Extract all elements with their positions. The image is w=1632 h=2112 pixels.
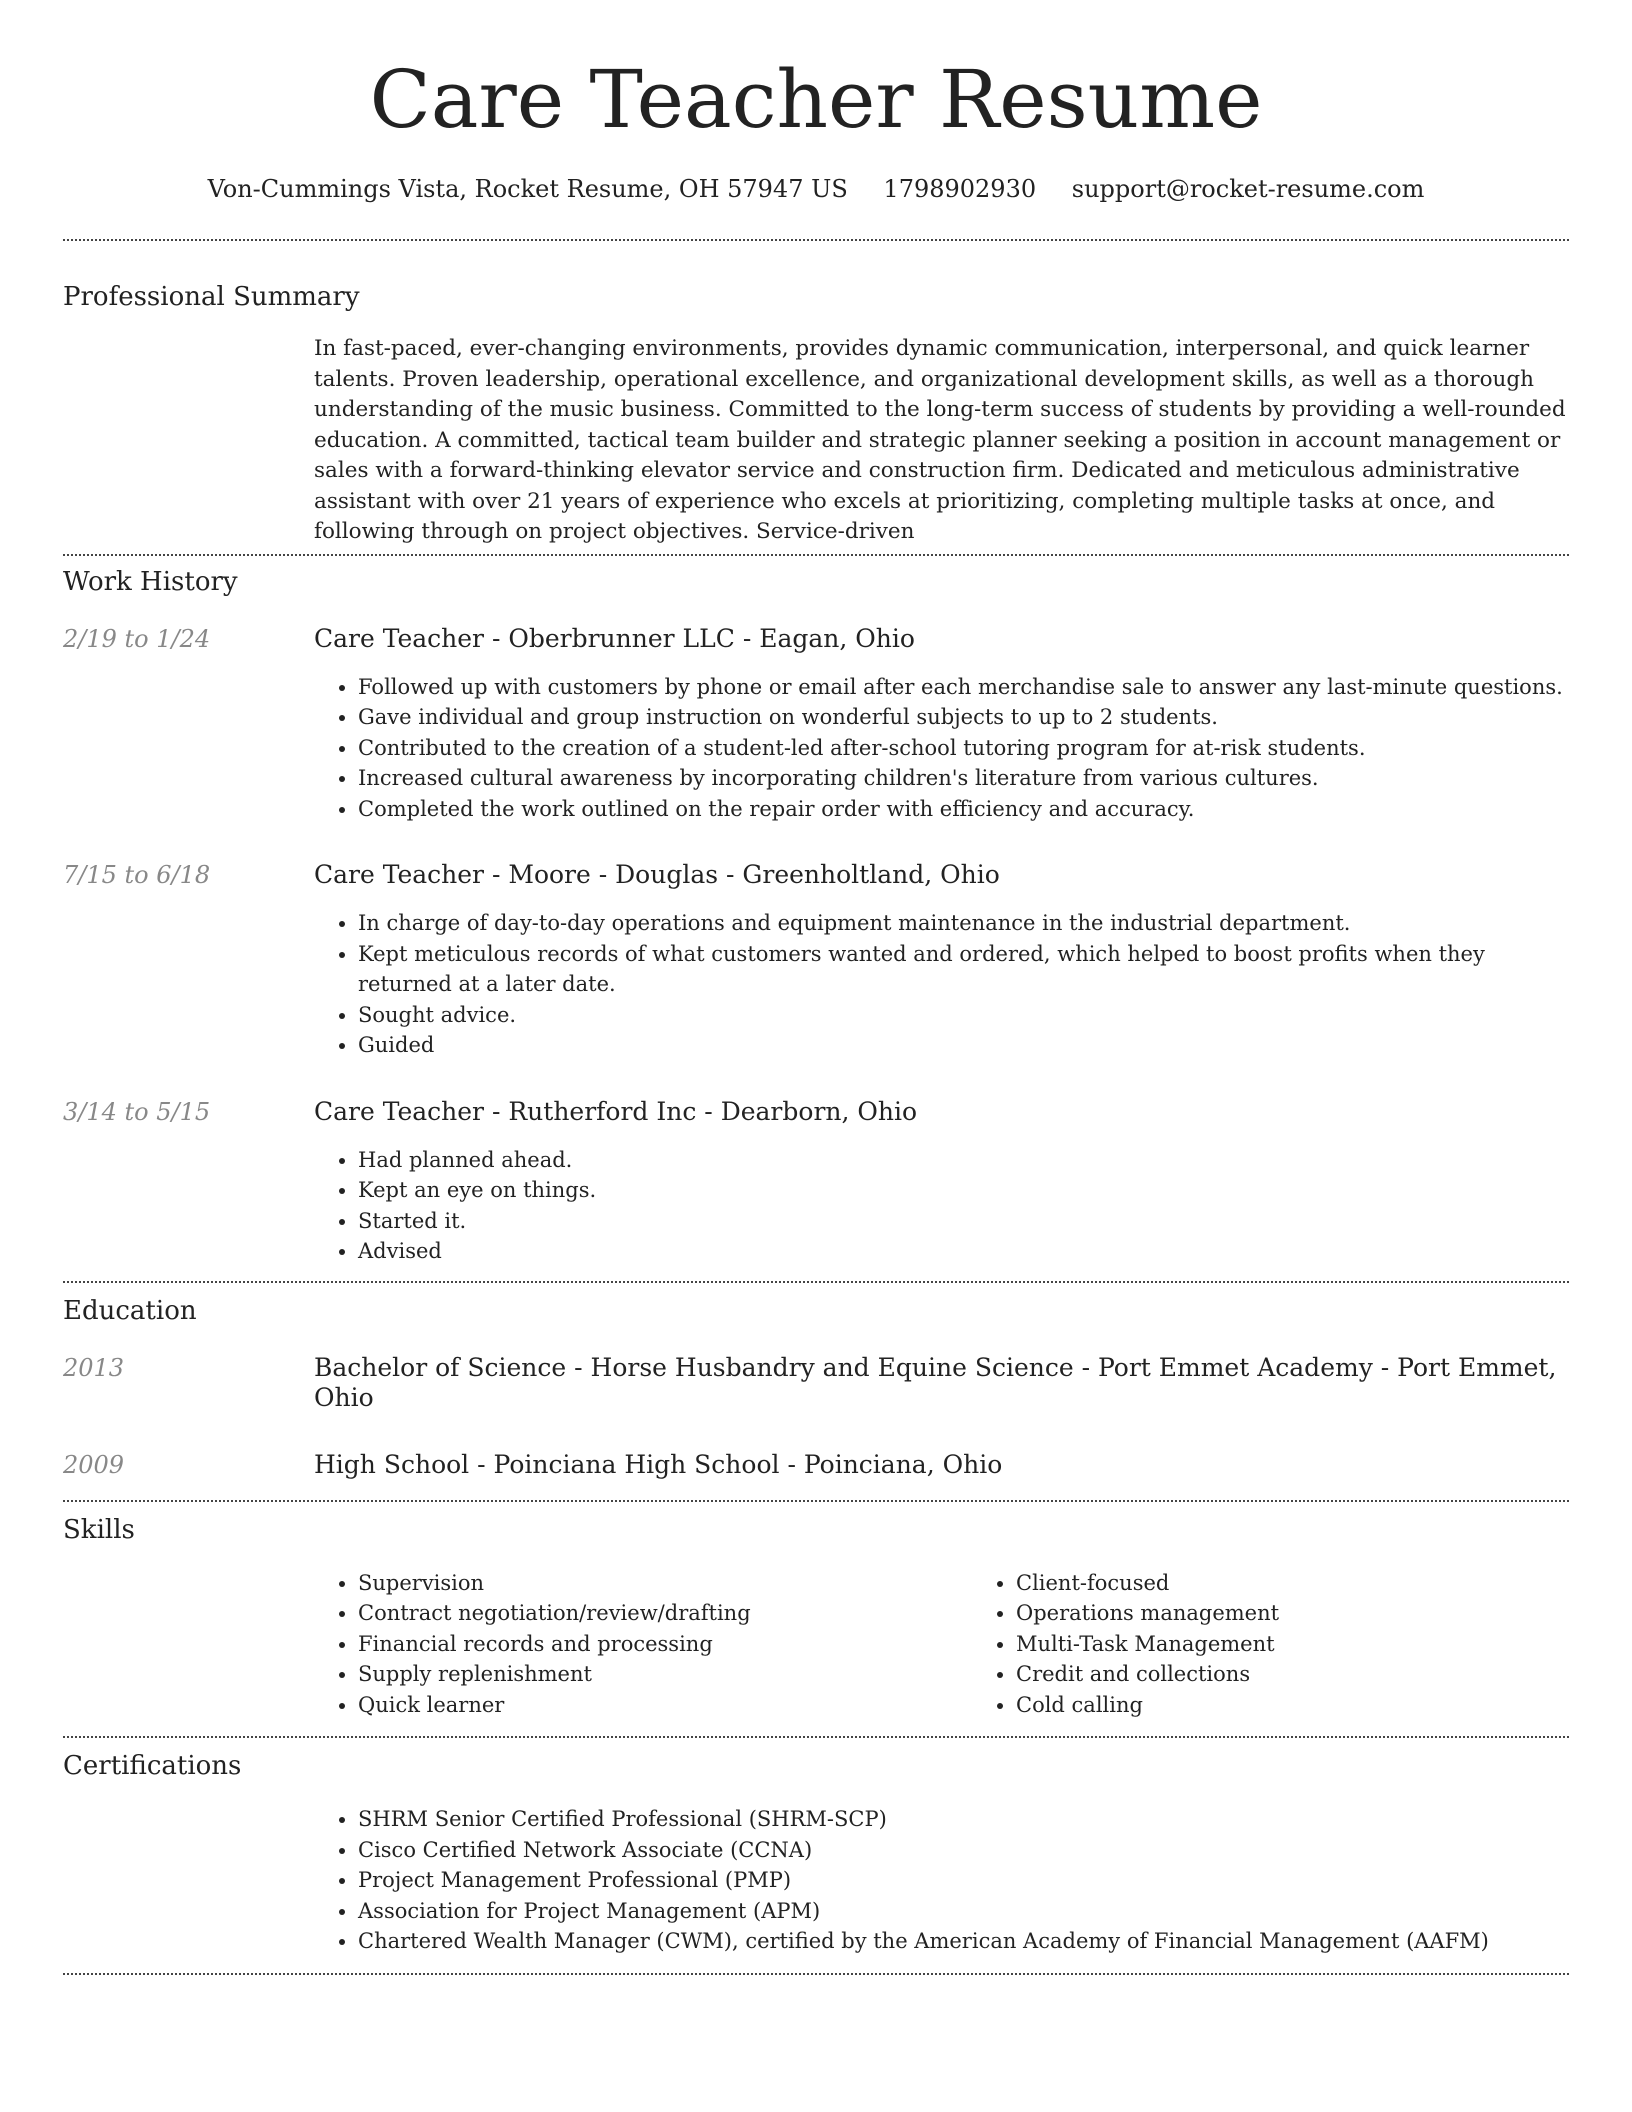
- list-item: • Supply replenishment: [358, 1659, 972, 1690]
- education-entry: [63, 1353, 1569, 1413]
- job-title: Care Teacher - Rutherford Inc - Dearborn, Ohio: [314, 1096, 918, 1126]
- divider: [63, 1736, 1569, 1738]
- divider: [63, 1973, 1569, 1975]
- list-item: • Kept meticulous records of what customers wanted and ordered, which helped to boost profits when they returned at a later date.: [358, 939, 1569, 1000]
- list-item: • SHRM Senior Certified Professional (SHRM-SCP): [358, 1804, 1569, 1835]
- list-item: • Client-focused: [1016, 1568, 1630, 1599]
- list-item: • Had planned ahead.: [358, 1145, 1569, 1176]
- list-item: • Advised: [358, 1236, 1569, 1267]
- skills-row: [63, 1568, 1569, 1721]
- list-item: • Sought advice.: [358, 1000, 1569, 1031]
- resume-title: Care Teacher Resume: [369, 53, 1263, 146]
- list-item: • Completed the work outlined on the repair order with efficiency and accuracy.: [358, 794, 1569, 825]
- job-entry: [63, 624, 1569, 825]
- contact-line: [63, 174, 1569, 204]
- contact-phone: 1798902930: [883, 175, 1037, 203]
- job-dates: 2/19 to 1/24: [63, 624, 211, 653]
- list-item: • Association for Project Management (APM): [358, 1896, 1569, 1927]
- list-item: • Contributed to the creation of a student-led after-school tutoring program for at-risk students.: [358, 733, 1569, 764]
- section-title-summary: Professional Summary: [63, 282, 360, 312]
- job-bullets: [314, 672, 1569, 825]
- education-entry: [63, 1450, 1569, 1480]
- list-item: • Credit and collections: [1016, 1659, 1630, 1690]
- education-text: High School - Poinciana High School - Poinciana, Ohio: [314, 1449, 1003, 1479]
- contact-address: Von-Cummings Vista, Rocket Resume, OH 57947 US: [207, 175, 848, 203]
- list-item: • Chartered Wealth Manager (CWM), certified by the American Academy of Financial Management (AAFM): [358, 1926, 1569, 1957]
- list-item: • Increased cultural awareness by incorporating children's literature from various cultures.: [358, 763, 1569, 794]
- list-item: • Financial records and processing: [358, 1629, 972, 1660]
- skills-list-left: [314, 1568, 972, 1721]
- certifications-list: [314, 1804, 1569, 1957]
- contact-email: support@rocket-resume.com: [1071, 175, 1425, 203]
- divider: [63, 554, 1569, 556]
- list-item: • Contract negotiation/review/drafting: [358, 1598, 972, 1629]
- list-item: • Gave individual and group instruction on wonderful subjects to up to 2 students.: [358, 702, 1569, 733]
- summary-row: [63, 334, 1569, 548]
- list-item: • Cisco Certified Network Associate (CCNA): [358, 1835, 1569, 1866]
- list-item: • Started it.: [358, 1206, 1569, 1237]
- list-item: • Kept an eye on things.: [358, 1175, 1569, 1206]
- list-item: • Quick learner: [358, 1690, 972, 1721]
- education-year: 2009: [63, 1450, 125, 1479]
- list-item: • Guided: [358, 1030, 1569, 1061]
- section-title-work: Work History: [63, 566, 238, 597]
- education-text: Bachelor of Science - Horse Husbandry and Equine Science - Port Emmet Academy - Port Emmet, Ohio: [314, 1352, 1557, 1412]
- certifications-row: [63, 1804, 1569, 1957]
- section-title-education: Education: [63, 1295, 197, 1326]
- list-item: • In charge of day-to-day operations and equipment maintenance in the industrial department.: [358, 908, 1569, 939]
- section-title-certifications: Certifications: [63, 1751, 242, 1781]
- section-title-skills: Skills: [63, 1514, 135, 1545]
- job-entry: [63, 860, 1569, 1061]
- education-year: 2013: [63, 1353, 125, 1382]
- list-item: • Operations management: [1016, 1598, 1630, 1629]
- job-title: Care Teacher - Oberbrunner LLC - Eagan, Ohio: [314, 623, 915, 653]
- list-item: • Project Management Professional (PMP): [358, 1865, 1569, 1896]
- job-bullets: [314, 908, 1569, 1061]
- list-item: • Supervision: [358, 1568, 972, 1599]
- job-dates: 7/15 to 6/18: [63, 861, 211, 889]
- skills-list-right: [972, 1568, 1630, 1721]
- list-item: • Followed up with customers by phone or email after each merchandise sale to answer any last-minute questions.: [358, 672, 1569, 703]
- divider: [63, 239, 1569, 241]
- job-dates: 3/14 to 5/15: [63, 1097, 211, 1126]
- job-entry: [63, 1097, 1569, 1267]
- list-item: • Cold calling: [1016, 1690, 1630, 1721]
- list-item: • Multi-Task Management: [1016, 1629, 1630, 1660]
- summary-text: In fast-paced, ever-changing environments, provides dynamic communication, interpersonal, and quick learner talents. Proven leadership, operational excellence, and organizational development skills, as well as a thorough understanding of the music business. Committed to the long-term success of students by providing a well-rounded education. A committed, tactical team builder and strategic planner seeking a position in account management or sales with a forward-thinking elevator service and construction firm. Dedicated and meticulous administrative assistant with over 21 years of experience who excels at prioritizing, completing multiple tasks at once, and following through on project objectives. Service-driven: [314, 336, 1566, 544]
- job-title: Care Teacher - Moore - Douglas - Greenholtland, Ohio: [314, 860, 1000, 889]
- job-bullets: [314, 1145, 1569, 1267]
- divider: [63, 1281, 1569, 1283]
- divider: [63, 1500, 1569, 1502]
